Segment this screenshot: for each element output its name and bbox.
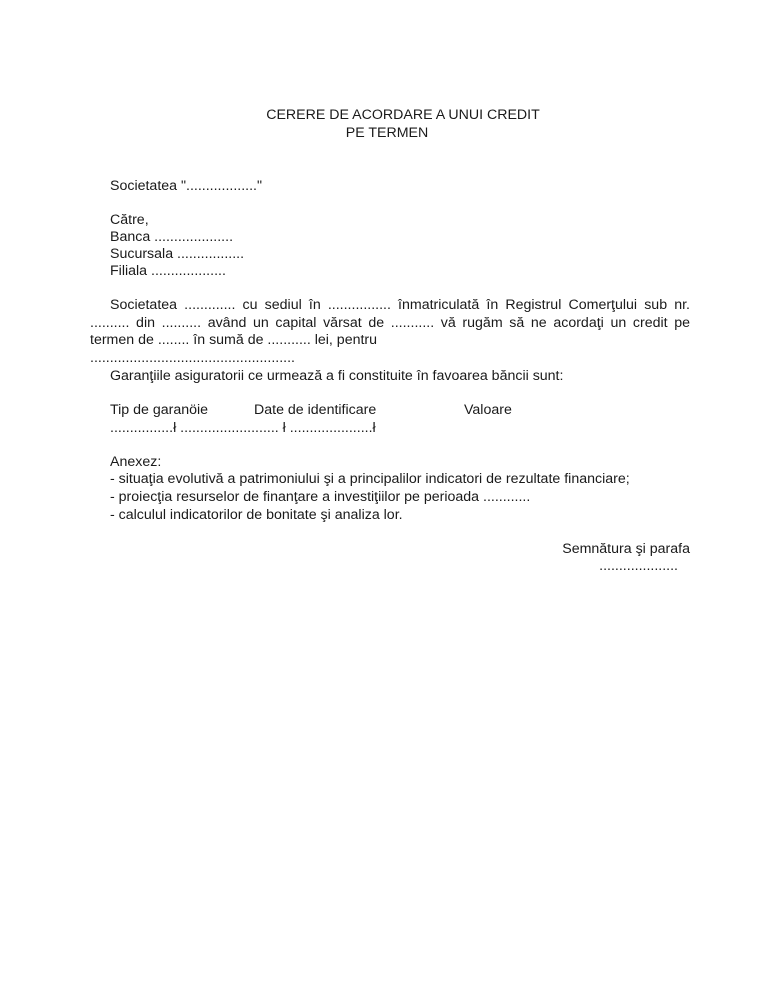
addressee-catre: Către, [110, 212, 149, 228]
addressee-banca: Banca .................... [110, 229, 234, 245]
document-title-line1: CERERE DE ACORDARE A UNUI CREDIT [266, 107, 540, 123]
guarantees-intro: Garanţiile asiguratorii ce urmează a fi constituite în favoarea băncii sunt: [110, 368, 564, 384]
document-title-line2: PE TERMEN [345, 125, 429, 141]
anexez-label: Anexez: [110, 454, 162, 470]
guarantees-table-header [0, 402, 768, 419]
addressee-sucursala: Sucursala ................. [110, 246, 245, 262]
signature-dots: .................... [599, 558, 678, 574]
anexa-item: - calculul indicatorilor de bonitate şi analiza lor. [110, 507, 403, 523]
signature-label: Semnătura şi parafa [562, 541, 690, 557]
anexa-item: - proiecţia resurselor de finanţare a investiţiilor pe perioada ............ [110, 489, 531, 505]
company-line: Societatea ".................." [110, 178, 263, 194]
addressee-filiala: Filiala ................... [110, 263, 226, 279]
guarantees-table-row: ................ł ......................... ł .....................ł [110, 420, 376, 436]
purpose-dots: .................................................... [90, 350, 295, 366]
table-header-date: Date de identificare [254, 402, 377, 418]
table-header-valoare: Valoare [464, 402, 512, 418]
table-header-tip: Tip de garanöie [110, 402, 209, 418]
request-paragraph: Societatea ............. cu sediul în ................ înmatriculată în Registrul Comerţului sub nr. .......... din .......... având un capital vărsat de ........... vă rugăm să ne acordaţi un credit pe termen de ........ în sumă de ........... lei, pentru [90, 297, 690, 348]
anexa-item: - situaţia evolutivă a patrimoniului şi a principalilor indicatori de rezultate financiare; [110, 471, 630, 487]
